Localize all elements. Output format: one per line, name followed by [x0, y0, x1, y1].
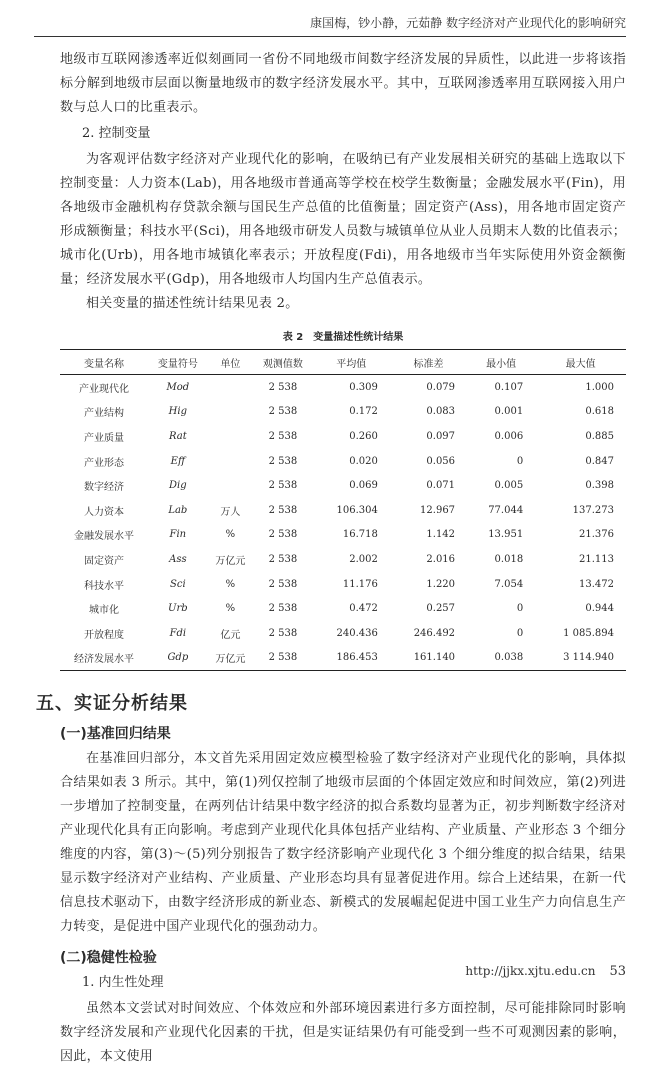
table-cell: 13.951	[488, 529, 524, 541]
table-cell: 246.492	[413, 627, 456, 639]
table-cell: 金融发展水平	[74, 531, 135, 543]
table-cell: 2 538	[268, 455, 298, 467]
column-header: 观测值数	[262, 358, 303, 370]
table-cell: 产业现代化	[79, 383, 130, 395]
table-row	[60, 596, 626, 621]
table-cell: Fin	[169, 529, 187, 541]
table-cell: 0.472	[349, 603, 378, 615]
table-row	[60, 523, 626, 548]
column-header: 单位	[220, 358, 241, 370]
table-cell: 0.618	[585, 406, 614, 418]
subsection-title-baseline: (一)基准回归结果	[60, 726, 171, 743]
table-cell: 0.020	[349, 455, 378, 467]
table-cell: 0.107	[494, 381, 524, 393]
table-row	[60, 498, 626, 523]
table-row	[60, 621, 626, 646]
table-cell: 161.140	[413, 652, 456, 664]
page-body	[36, 48, 626, 1069]
table-cell: Gdp	[167, 652, 189, 664]
table-cell: 0.005	[494, 480, 524, 492]
table-row	[60, 375, 626, 400]
table-cell: 万亿元	[215, 555, 246, 567]
subheading-endogeneity: 1. 内生性处理	[82, 975, 164, 991]
table-header-row	[60, 350, 626, 375]
table-cell: 2 538	[268, 578, 298, 590]
table-cell: 186.453	[336, 652, 378, 664]
table-cell: 0.172	[349, 406, 378, 418]
table-cell: 2 538	[268, 504, 298, 516]
table-cell: 11.176	[342, 578, 378, 590]
table-cell: 产业质量	[84, 432, 125, 444]
table-cell: Mod	[166, 381, 190, 393]
table-cell: 0.398	[585, 480, 614, 492]
subheading-control-variables: 2. 控制变量	[82, 126, 151, 141]
column-header: 变量名称	[84, 358, 125, 370]
column-header: 最大值	[565, 358, 596, 370]
table-cell: 137.273	[572, 504, 614, 516]
table-row	[60, 400, 626, 425]
table-cell: 0.260	[349, 430, 378, 442]
table-body	[60, 375, 626, 671]
table-caption: 表 2 变量描述性统计结果	[282, 332, 404, 343]
table-cell: 2.016	[426, 553, 456, 565]
column-header: 标准差	[413, 358, 444, 370]
table-cell: 106.304	[336, 504, 378, 516]
paragraph-baseline-results: 在基准回归部分，本文首先采用固定效应模型检验了数字经济对产业现代化的影响，具体拟合结果如表 3 所示。其中，第(1)列仅控制了地级市层面的个体固定效应和时间效应，第(2)列进一步增加了控制变量，在两列估计结果中数字经济的拟合系数均显著为正，初步判断数字经济对产业现代化具有正向影响。考虑到产业现代化具体包括产业结构、产业质量、产业形态 3 个细分维度的内容，第(3)～(5)列分别报告了数字经济影响产业现代化 3 个细分维度的拟合结果，结果显示数字经济对产业结构、产业质量、产业形态均具有显著促进作用。综合上述结果，在新一代信息技术驱动下，由数字经济形成的新业态、新模式的发展崛起促进中国工业生产力向信息生产力转变，是促进中国产业现代化的强劲动力。	[60, 751, 626, 935]
table-cell: 0.018	[494, 553, 524, 565]
table-cell: 0.097	[426, 430, 456, 442]
table-cell: 亿元	[220, 629, 241, 641]
paragraph-control-variables: 为客观评估数字经济对产业现代化的影响，在吸纳已有产业发展相关研究的基础上选取以下控制变量：人力资本(Lab)，用各地级市普通高等学校在校学生数衡量；金融发展水平(Fin)，用各地级市金融机构存贷款余额与国民生产总值的比值衡量；固定资产(Ass)，用各地市固定资产形成额衡量；科技水平(Sci)，用各地级市研发人员数与城镇单位从业人员期末人数的比值表示；城市化(Urb)，用各地市城镇化率表示；开放程度(Fdi)，用各地级市当年实际使用外资金额衡量；经济发展水平(Gdp)，用各地级市人均国内生产总值表示。	[60, 152, 626, 287]
table-cell: 2 538	[268, 553, 298, 565]
table-cell: 0.083	[426, 406, 456, 418]
table-cell: 12.967	[420, 504, 456, 516]
running-header	[34, 10, 626, 37]
table-cell: 0.944	[585, 603, 614, 615]
table-cell: 1.142	[426, 529, 456, 541]
table-cell: Sci	[170, 578, 186, 590]
descriptive-stats-table	[60, 349, 626, 671]
table-row	[60, 424, 626, 449]
table-row	[60, 473, 626, 498]
paragraph-endogeneity: 虽然本文尝试对时间效应、个体效应和外部环境因素进行多方面控制，尽可能排除同时影响数字经济发展和产业现代化因素的干扰，但是实证结果仍有可能受到一些不可观测因素的影响，因此，本文使用	[60, 1001, 626, 1065]
table-cell	[208, 424, 253, 449]
table-cell: Lab	[168, 504, 188, 516]
table-row	[60, 572, 626, 597]
section-title: 五、实证分析结果	[36, 693, 188, 715]
table-cell: 1 085.894	[563, 627, 614, 639]
table-cell: 0	[516, 627, 524, 639]
paragraph-internet-penetration: 地级市互联网渗透率近似刻画同一省份不同地级市间数字经济发展的异质性，以此进一步将该指标分解到地级市层面以衡量地级市的数字经济发展水平。其中，互联网渗透率用互联网接入用户数与总人口的比重表示。	[60, 52, 626, 115]
running-title: 康国梅，钞小静，元茹静 数字经济对产业现代化的影响研究	[310, 16, 626, 30]
table-cell: 0.847	[585, 455, 614, 467]
table-cell: 0.038	[494, 652, 524, 664]
table-cell: 0.079	[426, 381, 456, 393]
table-cell: 2 538	[268, 430, 298, 442]
paragraph-table-ref: 相关变量的描述性统计结果见表 2。	[86, 296, 299, 311]
table-cell: Rat	[168, 430, 187, 442]
page-footer	[465, 964, 626, 979]
table-cell: 2 538	[268, 529, 298, 541]
table-cell: 科技水平	[84, 580, 125, 592]
table-cell: 人力资本	[84, 506, 125, 518]
table-cell: 0.001	[494, 406, 524, 418]
table-cell: 0.069	[349, 480, 378, 492]
table-cell: %	[225, 603, 236, 615]
table-cell: 数字经济	[84, 482, 125, 494]
table-row	[60, 646, 626, 671]
table-cell: 产业结构	[84, 408, 125, 420]
table-cell	[208, 375, 253, 400]
column-header: 平均值	[336, 358, 367, 370]
table-cell: 2 538	[268, 480, 298, 492]
table-cell: Hig	[168, 406, 187, 418]
table-cell: 21.113	[579, 553, 614, 565]
table-cell: Ass	[169, 553, 187, 565]
subsection-title-robustness: (二)稳健性检验	[60, 950, 157, 967]
page-number: 53	[609, 964, 626, 979]
table-cell: 万人	[220, 506, 241, 518]
table-cell: 城市化	[89, 605, 120, 617]
table-cell: 1.220	[426, 578, 456, 590]
table-cell: 3 114.940	[563, 652, 614, 664]
table-cell: 240.436	[336, 627, 378, 639]
table-cell	[208, 473, 253, 498]
table-cell: %	[225, 529, 236, 541]
table-cell: 21.376	[579, 529, 614, 541]
table-cell: 固定资产	[84, 555, 125, 567]
table-cell: 产业形态	[84, 457, 125, 469]
table-cell: 0.071	[426, 480, 456, 492]
table-cell: 2 538	[268, 406, 298, 418]
table-cell: 2 538	[268, 652, 298, 664]
table-cell: %	[225, 578, 236, 590]
table-cell: Dig	[169, 480, 187, 492]
table-cell: 77.044	[488, 504, 524, 516]
column-header: 变量符号	[157, 358, 198, 370]
table-cell	[208, 400, 253, 425]
table-cell: 2 538	[268, 627, 298, 639]
table-cell	[208, 449, 253, 474]
table-cell: Eff	[170, 455, 186, 467]
table-cell: 7.054	[494, 578, 524, 590]
column-header: 最小值	[486, 358, 517, 370]
table-cell: 开放程度	[84, 629, 125, 641]
table-cell: 0.309	[349, 381, 378, 393]
table-row	[60, 449, 626, 474]
table-cell: 0.885	[585, 430, 614, 442]
table-cell: 13.472	[579, 578, 614, 590]
table-cell: 16.718	[342, 529, 378, 541]
table-cell: Urb	[168, 603, 188, 615]
journal-url: http://jjkx.xjtu.edu.cn	[465, 964, 596, 978]
table-cell: 0.006	[494, 430, 524, 442]
table-cell: 1.000	[585, 381, 614, 393]
table-cell: 0.257	[426, 603, 456, 615]
table-cell: 0	[516, 603, 524, 615]
table-cell: Fdi	[169, 627, 187, 639]
table-cell: 2.002	[349, 553, 378, 565]
table-cell: 2 538	[268, 603, 298, 615]
table-cell: 经济发展水平	[74, 654, 135, 666]
table-row	[60, 547, 626, 572]
table-cell: 0.056	[426, 455, 456, 467]
table-cell: 万亿元	[215, 654, 246, 666]
table-cell: 2 538	[268, 381, 298, 393]
table-cell: 0	[516, 455, 524, 467]
